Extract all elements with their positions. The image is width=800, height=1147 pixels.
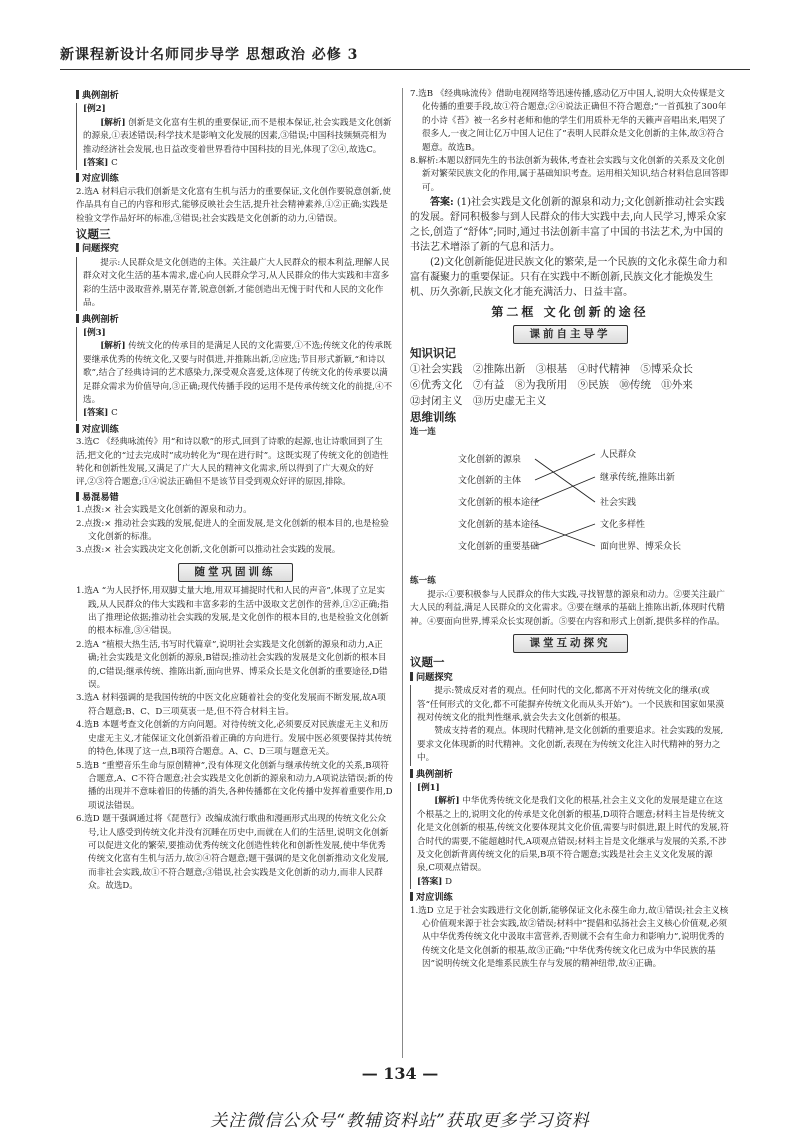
section-label: 易混易错 [76,491,394,504]
match-right-item: 文化多样性 [600,520,646,531]
term: ⑥优秀文化 [410,379,463,392]
drill-item: 1.选A “为人民抒怀,用双脚丈量大地,用双耳捕捉时代和人民的声音”,体现了立足实践,从人民群众的伟大实践和丰富多彩的生活中汲取文艺创作的营养,①②正确;指出了推理论依据;推动社会实践的发展,是文化创作的根本目的,也是检验文化创新的根本标准,③④错误。 [76,586,389,637]
answer-tag: [答案] [83,158,109,169]
term: ⑨民族 [577,379,610,392]
analysis-tag: [解析] [100,117,126,128]
answer-tag: [答案] [83,408,109,419]
column-divider [402,88,403,1058]
term: ⑦有益 [472,379,505,392]
drill-item: 5.选B “重塑音乐生命与原创精神”,没有体现文化创新与继承传统文化的关系,B项符合题意,A、C不符合题意;社会实践是文化创新的源泉和动力,A项说法错误;新的传播的出现并不意味着旧的传播的消失,各种传播都在文化传播中发挥着重要作用,D项说法错误。 [76,760,394,811]
drill-item: 8.解析:本题以舒同先生的书法创新为载体,考查社会实践与文化创新的关系及文化创新对繁荣民族文化的作用,属于基础知识考查。运用相关知识,结合材料信息回答即可。 [410,156,729,193]
section-label: 典例剖析 [76,313,394,326]
example-block [76,327,394,421]
drill-item: 3.选A 材料强调的是我国传统的中医文化应随着社会的变化发展而不断发展,故A项符合题意;B、C、D三项莫衷一是,但不符合材料主旨。 [76,693,386,717]
term: ①社会实践 [410,363,463,376]
answer-value: C [111,408,118,419]
answer-tag: 答案: [430,197,454,209]
match-left-item: 文化创新的源泉 [458,455,522,466]
match-right-item: 社会实践 [600,498,637,509]
match-left-item: 文化创新的重要基础 [458,542,540,553]
section-banner: 课堂互动探究 [513,634,628,653]
practice-label: 练一练 [410,576,436,587]
section-label: 对应训练 [76,172,394,185]
topic-title: 议题一 [410,655,445,670]
practice-text: 提示:①要积极参与人民群众的伟大实践,寻找智慧的源泉和动力。②要关注最广大人民的利益,满足人民群众的文化需求。③要在继承的基础上推陈出新,体现时代精神。④要面向世界,博采众长实现创新。⑤要在内容和形式上创新,提供多样的作品。 [410,589,726,627]
section-label: 问题探究 [76,242,394,255]
match-right-item: 面向世界、博采众长 [600,542,682,553]
topic-title: 议题三 [76,227,111,242]
analysis-text: 创新是文化富有生机的重要保证,而不是根本保证,社会实践是文化创新的源泉,①表述错误;科学技术是影响文化发展的因素,③错误;中国科技频频亮相为推动经济社会发展,也日益改变着世界看待中国科技的目光,体现了②④,故选C。 [83,117,392,155]
section-label: 典例剖析 [410,768,730,781]
term: ⑫封闭主义 [410,395,463,408]
training-text: 1.选D 立足于社会实践进行文化创新,能够保证文化永葆生命力,故①错误;社会主义核心价值观来源于社会实践,故②错误;材料中“提倡和弘扬社会主义核心价值观,必须从中华优秀传统文化中汲取丰富营养,否则就不会有生命力和影响力”,说明优秀的传统文化是文化创新的根基,故③正确;“中华优秀传统文化已成为中华民族的基因”说明传统文化是维系民族生存与发展的精神纽带,故④正确。 [410,905,729,970]
term: ④时代精神 [577,363,631,376]
subsection-title: 思维训练 [410,410,456,425]
drill-item: 4.选B 本题考查文化创新的方向问题。对待传统文化,必须要反对民族虚无主义和历史虚无主义,才能保证文化创新沿着正确的方向进行。发展中医必须要保持其传统的特色,体现了这一点,B项符合题意。A、C、D三项与题意无关。 [76,720,392,758]
footer-note: 关注微信公众号“教辅资料站”获取更多学习资料 [210,1111,590,1131]
drill-item: 2.选A “植根大热生活,书写时代篇章”,说明社会实践是文化创新的源泉和动力,A正确;社会实践是文化创新的源泉,B错误;推动社会实践的发展是文化创新的根本目的,C错误;继承传统、推陈出新,面向世界、博采众长是文化创新的重要途径,D错误。 [76,639,388,691]
right-column [410,88,730,972]
page-header [60,44,750,70]
answer-text: (1)社会实践是文化创新的源泉和动力;文化创新推动社会实践的发展。舒同积极参与到人民群众的伟大实践中去,向人民学习,博采众家之长,创造了“舒体”;同时,通过书法创新丰富了中国的书法艺术,为中国的书法艺术增添了新的气息和活力。 [410,197,727,254]
analysis-text: 传统文化的传承目的是满足人民的文化需要,①不选;传统文化的传承既要继承优秀的传统文化,又要与时俱进,并推陈出新,②应选;节目形式新颖,“和诗以歌”,结合了经典诗词的艺术感染力,深受观众喜爱,这体现了传统文化的传承要以满足群众需求为价值导向,③正确;现代传播手段的运用不是传承传统文化的前提,④不选。 [83,341,393,405]
section-label: 典例剖析 [76,89,394,102]
match-left-item: 文化创新的主体 [458,476,522,487]
example-number: [例1] [417,782,440,793]
term: ⑪外来 [661,379,693,392]
example-number: [例3] [83,327,106,338]
answer-tag: [答案] [417,876,443,887]
inquiry-text: 提示:人民群众是文化创造的主体。关注最广大人民群众的根本利益,理解人民群众对文化生活的基本需求,虚心向人民群众学习,从人民群众的伟大实践和丰富多彩的生活中汲取营养,剔芜存菁,锐意创新,才能创造出无愧于时代和人民的文化作品。 [83,257,390,309]
subsection-title: 知识识记 [410,346,456,361]
match-label: 连一连 [410,426,436,437]
section-banner: 随堂巩固训练 [178,563,293,582]
lesson-title: 第二框 文化创新的途径 [491,305,649,320]
tip-item: 1.点拨:× 社会实践是文化创新的源泉和动力。 [76,505,252,516]
term-list [410,361,730,409]
tip-item: 3.点拨:× 社会实践决定文化创新,文化创新可以推动社会实践的发展。 [76,545,341,556]
section-label: 对应训练 [410,891,730,904]
training-text: 2.选A 材料启示我们创新是文化富有生机与活力的重要保证,文化创作要锐意创新,使作品具有自己的内容和形式,能够反映社会生活,提升社会精神素养,①②正确;实践是检验文学作品好坏的标准,③错误;社会实践是文化创新的动力,④错误。 [76,186,391,224]
example-block [410,782,730,889]
match-left-item: 文化创新的根本途径 [458,498,540,509]
answer-text: (2)文化创新能促进民族文化的繁荣,是一个民族的文化永葆生命力和富有凝聚力的重要保证。只有在实践中不断创新,民族文化才能焕发生机、历久弥新,民族文化才能充满活力、日益丰富。 [410,257,728,299]
section-banner: 课前自主导学 [513,325,628,344]
match-right-item: 继承传统,推陈出新 [600,473,675,484]
section-label: 对应训练 [76,423,394,436]
tip-item: 2.点拨:× 推动社会实践的发展,促进人的全面发展,是文化创新的根本目的,也是检验文化创新的标准。 [76,518,389,542]
match-left-item: 文化创新的基本途径 [458,520,540,531]
answer-value: C [111,158,118,169]
matching-diagram [410,442,730,572]
term: ②推陈出新 [472,363,526,376]
term: ⑩传统 [619,379,651,392]
term: ⑤博采众长 [640,363,693,376]
matching-lines [410,442,730,572]
inquiry-text: 赞成支持者的观点。体现时代精神,是文化创新的重要追求。社会实践的发展,要求文化体现新的时代精神。文化创新,表现在为传统文化注入时代精神的努力之中。 [417,726,724,764]
drill-item: 6.选D 题干强调通过将《琵琶行》改编成流行歌曲和漫画形式出现的传统文化公众号,让人感受到传统文化并没有沉睡在历史中,而就在人们的生活里,说明文化创新可以促进文化的繁荣,要推动优秀传统文化创造性转化和创新性发展,使中华优秀传统文化富有生机与活力,故②④符合题意;题干强调的是文化创新推动文化发展,而非社会实践,故①不符合题意;③错误,社会实践是文化创新的动力,而非人民群众。故选D。 [76,814,389,892]
header-title: 新课程新设计名师同步导学 思想政治 必修 3 [60,47,359,63]
analysis-tag: [解析] [100,341,126,352]
section-label: 问题探究 [410,671,730,684]
page-number: — 134 — [361,1064,439,1083]
training-text: 3.选C 《经典咏流传》用“和诗以歌”的形式,回到了诗歌的起源,也让诗歌回到了生活,把文化的“过去完成时”成功转化为“现在进行时”。这既实现了传统文化的创造性转化和创新性发展,又满足了广大人民的精神文化需求,所以得到了广大观众的好评,②③符合题意;①④说法正确但不是该节目受到观众好评的原因,排除。 [76,437,389,488]
answer-8 [410,195,730,300]
term: ⑧为我所用 [514,379,568,392]
left-column [76,88,394,894]
analysis-tag: [解析] [434,796,460,807]
term: ⑬历史虚无主义 [472,395,547,408]
analysis-text: 中华优秀传统文化是我们文化的根基,社会主义文化的发展是建立在这个根基之上的,说明文化的传承是文化创新的根基,D项符合题意;材料主旨是传统文化是文化创新的根基,传统文化要体现其文化价值,需要与时俱进,跟上时代的发展,符合时代的需要,不能超越时代,A项观点错误;材料主旨是文化继承与发展的关系,不涉及文化创新背离传统文化的后果,B项不符合题意;实践是社会主义文化发展的源泉,C项观点错误。 [417,796,729,874]
inquiry-text: 提示:赞成反对者的观点。任何时代的文化,都离不开对传统文化的继承(或答“任何形式的文化,都不可能摒弃传统文化而从头开始”)。一个民族和国家如果漠视对传统文化的批判性继承,就会失去文化创新的根基。 [417,686,725,723]
answer-value: D [445,876,452,887]
example-number: [例2] [83,104,106,115]
example-block [76,103,394,170]
match-right-item: 人民群众 [600,450,637,461]
match-line [535,454,595,480]
drill-item: 7.选B 《经典咏流传》借助电视网络等迅速传播,感动亿万中国人,说明大众传媒是文化传播的重要手段,故①符合题意;②④说法正确但不符合题意;“一首孤独了300年的小诗《苔》被一名乡村老师和他的学生们用质朴无华的天籁声音唱出来,唱哭了很多人,一夜之间让亿万中国人记住了”表明人民群众是文化创新的主体,故③符合题意。故选B。 [410,89,727,153]
term: ③根基 [535,363,568,376]
